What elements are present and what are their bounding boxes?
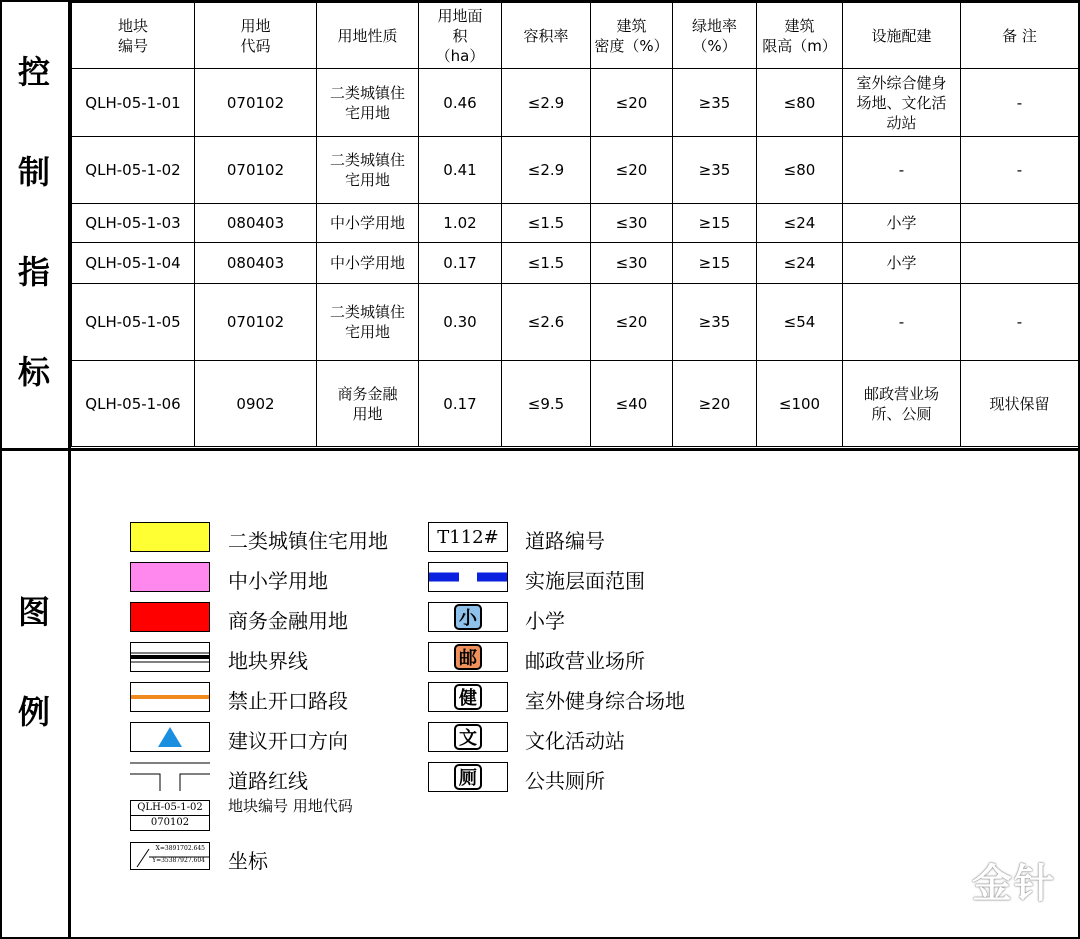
- school-glyph: 小: [454, 604, 482, 630]
- table-row: [72, 243, 1079, 284]
- cell-far: ≤1.5: [502, 243, 591, 284]
- black-double-line-icon: [130, 642, 210, 672]
- table-row: [72, 137, 1079, 204]
- control-section-label: [0, 20, 68, 420]
- legend-label-coordinate: 坐标: [228, 849, 268, 873]
- table-row: [72, 204, 1079, 243]
- cell-green-ratio: ≥20: [673, 361, 757, 447]
- header-remarks: 备 注: [961, 3, 1079, 69]
- cell-area: 0.46: [419, 69, 502, 137]
- cell-parcel-id: QLH-05-1-06: [72, 361, 195, 447]
- cell-green-ratio: ≥15: [673, 204, 757, 243]
- cell-green-ratio: ≥15: [673, 243, 757, 284]
- toilet-icon: [428, 762, 508, 792]
- control-indicator-table: [71, 2, 1079, 447]
- table-row: [72, 361, 1079, 447]
- cell-land-use: 中小学用地: [317, 243, 419, 284]
- cell-far: ≤2.9: [502, 137, 591, 204]
- cell-density: ≤20: [591, 69, 673, 137]
- cell-density: ≤20: [591, 137, 673, 204]
- parcel-label-sample-top: QLH-05-1-02: [131, 801, 209, 816]
- cell-far: ≤1.5: [502, 204, 591, 243]
- orange-line-icon: [130, 682, 210, 712]
- cell-green-ratio: ≥35: [673, 284, 757, 361]
- pink-swatch: [130, 562, 210, 592]
- cell-density: ≤40: [591, 361, 673, 447]
- watermark-logo: 金针: [972, 861, 1056, 907]
- cell-facilities: 小学: [843, 243, 961, 284]
- table-row: [72, 69, 1079, 137]
- cell-land-use: 二类城镇住 宅用地: [317, 137, 419, 204]
- culture-station-icon: [428, 722, 508, 752]
- road-number-icon: [428, 522, 508, 552]
- cell-green-ratio: ≥35: [673, 69, 757, 137]
- school-icon: [428, 602, 508, 632]
- control-char-2: 制: [17, 153, 50, 191]
- cell-land-code: 080403: [195, 243, 317, 284]
- fitness-glyph: 健: [454, 684, 482, 710]
- cell-land-code: 070102: [195, 69, 317, 137]
- cell-height-limit: ≤54: [757, 284, 843, 361]
- cell-land-code: 0902: [195, 361, 317, 447]
- header-height-limit: 建筑 限高（m）: [757, 3, 843, 69]
- cell-far: ≤2.6: [502, 284, 591, 361]
- coordinate-sample-y: Y=35387927.604: [152, 857, 205, 864]
- cell-parcel-id: QLH-05-1-02: [72, 137, 195, 204]
- parcel-label-icon: [130, 800, 210, 831]
- cell-land-code: 070102: [195, 137, 317, 204]
- header-parcel-id: 地块 编号: [72, 3, 195, 69]
- cell-area: 1.02: [419, 204, 502, 243]
- red-swatch: [130, 602, 210, 632]
- toilet-glyph: 厕: [454, 764, 482, 790]
- cell-parcel-id: QLH-05-1-01: [72, 69, 195, 137]
- cell-parcel-id: QLH-05-1-05: [72, 284, 195, 361]
- cell-parcel-id: QLH-05-1-03: [72, 204, 195, 243]
- legend-label-road-number: 道路编号: [525, 529, 605, 553]
- legend-label-school-land: 中小学用地: [228, 569, 328, 593]
- control-char-1: 控: [17, 53, 50, 91]
- cell-remarks: -: [961, 69, 1079, 137]
- header-area: 用地面 积 （ha）: [419, 3, 502, 69]
- parcel-label-sample-bottom: 070102: [150, 817, 190, 828]
- header-facilities: 设施配建: [843, 3, 961, 69]
- cell-height-limit: ≤80: [757, 69, 843, 137]
- legend-label-implementation-range: 实施层面范围: [525, 569, 645, 593]
- legend-label-opening-direction: 建议开口方向: [228, 729, 348, 753]
- legend-section-label: [0, 560, 68, 760]
- coordinate-sample-x: X=3891702.645: [155, 845, 205, 852]
- culture-station-glyph: 文: [454, 724, 482, 750]
- fitness-icon: [428, 682, 508, 712]
- control-char-4: 标: [17, 353, 50, 391]
- cell-remarks: [961, 204, 1079, 243]
- cell-area: 0.17: [419, 243, 502, 284]
- table-header-row: [72, 3, 1079, 69]
- cell-land-use: 二类城镇住 宅用地: [317, 284, 419, 361]
- section-divider: [0, 448, 1080, 451]
- blue-dashed-line-icon: [428, 562, 508, 592]
- control-char-3: 指: [17, 253, 50, 291]
- cell-remarks: -: [961, 137, 1079, 204]
- cell-facilities: -: [843, 137, 961, 204]
- cell-remarks: -: [961, 284, 1079, 361]
- cell-land-use: 商务金融 用地: [317, 361, 419, 447]
- legend-label-business: 商务金融用地: [228, 609, 348, 633]
- cell-area: 0.41: [419, 137, 502, 204]
- cell-density: ≤30: [591, 204, 673, 243]
- cell-land-code: 070102: [195, 284, 317, 361]
- table-row: [72, 284, 1079, 361]
- legend-label-residential: 二类城镇住宅用地: [228, 529, 388, 553]
- cell-area: 0.30: [419, 284, 502, 361]
- legend-char-1: 图: [17, 593, 50, 631]
- cell-height-limit: ≤24: [757, 243, 843, 284]
- cell-land-use: 二类城镇住 宅用地: [317, 69, 419, 137]
- legend-label-fitness: 室外健身综合场地: [525, 689, 685, 713]
- header-land-use: 用地性质: [317, 3, 419, 69]
- post-office-glyph: 邮: [454, 644, 482, 670]
- cell-parcel-id: QLH-05-1-04: [72, 243, 195, 284]
- legend-label-no-opening: 禁止开口路段: [228, 689, 348, 713]
- road-number-glyph: T112#: [437, 526, 499, 548]
- cell-facilities: -: [843, 284, 961, 361]
- header-density: 建筑 密度（%）: [591, 3, 673, 69]
- post-office-icon: [428, 642, 508, 672]
- cell-land-use: 中小学用地: [317, 204, 419, 243]
- header-green-ratio: 绿地率 （%）: [673, 3, 757, 69]
- yellow-swatch: [130, 522, 210, 552]
- road-lines-icon: [130, 762, 210, 792]
- cell-far: ≤2.9: [502, 69, 591, 137]
- cell-height-limit: ≤100: [757, 361, 843, 447]
- header-land-code: 用地 代码: [195, 3, 317, 69]
- cell-land-code: 080403: [195, 204, 317, 243]
- legend-label-school: 小学: [525, 609, 565, 633]
- legend-label-parcel-id-code: 地块编号 用地代码: [228, 797, 353, 815]
- legend-label-parcel-line: 地块界线: [228, 649, 308, 673]
- cell-facilities: 小学: [843, 204, 961, 243]
- cell-far: ≤9.5: [502, 361, 591, 447]
- legend-char-2: 例: [17, 693, 50, 731]
- coordinate-label-icon: [130, 842, 210, 870]
- cell-facilities: 邮政营业场 所、公厕: [843, 361, 961, 447]
- cell-facilities: 室外综合健身 场地、文化活 动站: [843, 69, 961, 137]
- cell-height-limit: ≤24: [757, 204, 843, 243]
- cell-height-limit: ≤80: [757, 137, 843, 204]
- cell-remarks: 现状保留: [961, 361, 1079, 447]
- cell-area: 0.17: [419, 361, 502, 447]
- cell-density: ≤20: [591, 284, 673, 361]
- blue-triangle-icon: [130, 722, 210, 752]
- cell-density: ≤30: [591, 243, 673, 284]
- legend-label-post-office: 邮政营业场所: [525, 649, 645, 673]
- legend-label-toilet: 公共厕所: [525, 769, 605, 793]
- cell-remarks: [961, 243, 1079, 284]
- legend-label-culture-station: 文化活动站: [525, 729, 625, 753]
- cell-green-ratio: ≥35: [673, 137, 757, 204]
- legend-label-road-redline: 道路红线: [228, 769, 308, 793]
- header-far: 容积率: [502, 3, 591, 69]
